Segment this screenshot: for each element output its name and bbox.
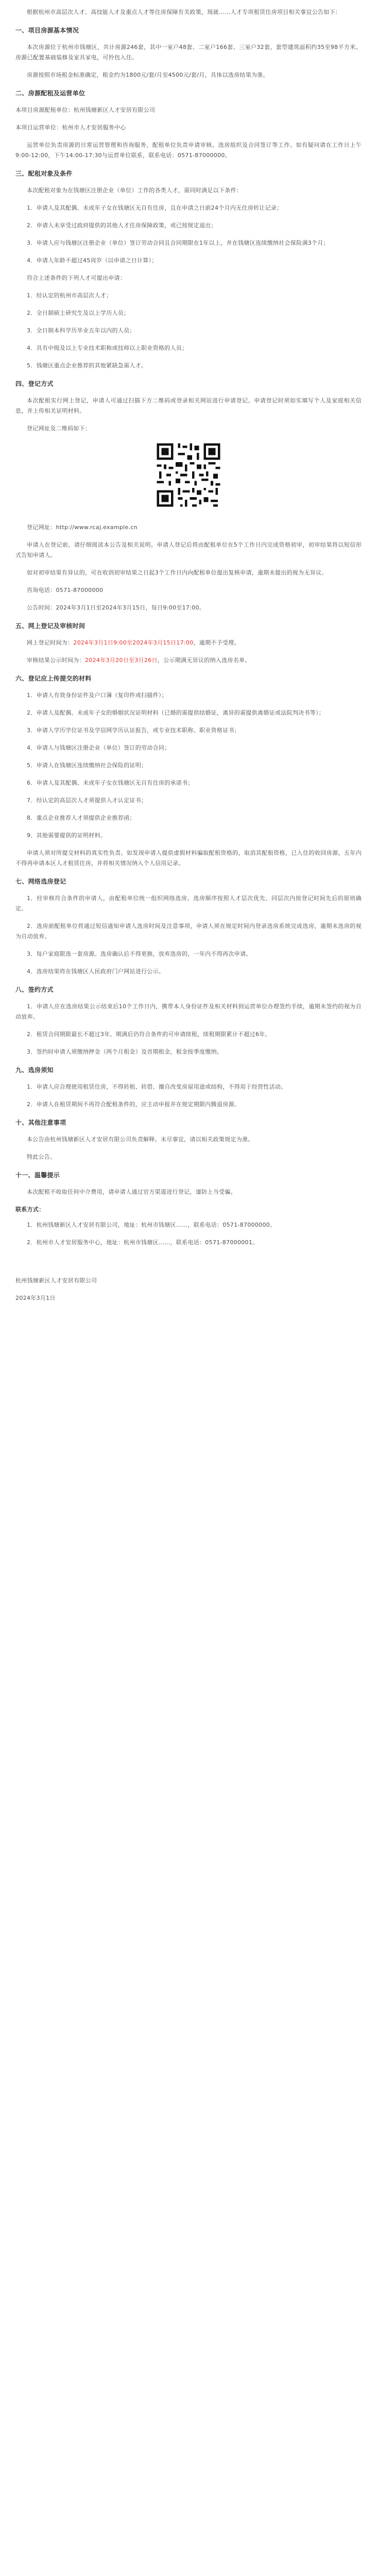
- s5-p2-suffix: ，公示期满无异议的纳入选房名单。: [157, 657, 251, 664]
- section-7-title: 七、网络选房登记: [15, 878, 66, 885]
- s6-item-9: 9．其他需要提供的证明材料。: [27, 832, 107, 839]
- s8-item-2: 2．租赁合同期限最长不超过3年，期满后仍符合条件的可申请续租，续租期限累计不超过6年。: [27, 1031, 271, 1038]
- s1-paragraph-1: 本次房源位于杭州市钱塘区，共计房源246套，其中一室户48套、二室户166套、三室户32套，套型建筑面积约35至98平方米。房源已配置基础装修及家具家电，可拎包入住。: [15, 44, 362, 61]
- section-8-title: 八、签约方式: [15, 986, 54, 993]
- s7-item-2: 2．选房前配租单位将通过短信通知申请人选房时间及注意事项，申请人须在规定时间内登录选房系统完成选房，逾期未选房的视为自动放弃。: [15, 923, 362, 940]
- s3-condition-4: 4．申请人年龄不超过45周岁（以申请之日计算）；: [27, 257, 158, 264]
- s9-item-2: 2．申请人在租赁期间不再符合配租条件的，应主动申报并在规定期限内腾退房源。: [27, 1101, 241, 1108]
- s4-paragraph-1: 本次配租实行网上登记，申请人可通过扫描下方二维码或登录相关网站进行申请登记。申请登记时须如实填写个人及家庭相关信息，并上传相关证明材料。: [15, 397, 362, 414]
- s3-category-3: 3．全日制本科学历毕业五年以内的人员；: [27, 327, 135, 334]
- s10-paragraph-1: 本公告由杭州钱塘新区人才安居有限公司负责解释。未尽事宜，请以相关政策规定为准。: [27, 1136, 254, 1143]
- intro-paragraph: 根据杭州市高层次人才、高技能人才及重点人才等住房保障有关政策，现就……人才专项租赁住房项目相关事宜公告如下：: [27, 9, 341, 15]
- s3-condition-1: 1．申请人及其配偶、未成年子女在钱塘区无自有住房，且在申请之日前24个月内无住房转让记录；: [27, 205, 283, 211]
- s6-item-1: 1．申请人有效身份证件及户口簿（复印件或扫描件）；: [27, 692, 167, 699]
- section-1-title: 一、项目房源基本情况: [15, 27, 79, 34]
- s6-item-2: 2．申请人及配偶、未成年子女的婚姻状况证明材料（已婚的需提供结婚证，离异的需提供离婚证或法院判决书等）；: [27, 709, 325, 716]
- s2-operator: 本项目运营单位：杭州市人才安居服务中心: [15, 124, 126, 131]
- section-4-title: 四、登记方式: [15, 380, 54, 387]
- s11-paragraph-1: 本次配租不收取任何中介费用，请申请人通过官方渠道进行登记，谨防上当受骗。: [27, 1189, 236, 1195]
- s4-paragraph-2: 登记网址及二维码如下：: [27, 425, 91, 432]
- s5-p1-highlight: 2024年3月1日9:00至2024年3月15日17:00: [73, 639, 194, 646]
- s7-item-4: 4．选房结果将在钱塘区人民政府门户网站进行公示。: [27, 968, 165, 975]
- section-3-title: 三、配租对象及条件: [15, 170, 73, 177]
- contact-item-2: 2．杭州市人才安居服务中心，地址：杭州市钱塘区……，联系电话：0571-87000001。: [27, 1239, 259, 1246]
- s4-paragraph-4: 申请人在登记前，请仔细阅读本公告及相关说明。申请人登记后将由配租单位在5个工作日内完成资格初审，初审结果将以短信形式告知申请人。: [15, 541, 362, 558]
- s5-publicity-time: [15, 655, 362, 666]
- s6-item-10: 申请人须对所提交材料的真实性负责。如发现申请人提供虚假材料骗取配租资格的，取消其配租资格，已入住的收回房源，五年内不得再申请本区人才租赁住房，并将相关情况纳入个人信用记录。: [15, 850, 362, 867]
- s3-category-2: 2．全日制硕士研究生及以上学历人员；: [27, 310, 130, 316]
- s5-p2-highlight: 2024年3月20日至3月26日: [85, 657, 158, 664]
- s4-date: 公告时间：2024年3月1日至2024年3月15日，每日9:00至17:00。: [27, 604, 205, 611]
- signature-org: 杭州钱塘新区人才安居有限公司: [15, 1277, 97, 1284]
- s3-category-1: 1．经认定的杭州市高层次人才；: [27, 292, 112, 299]
- section-9-title: 九、选房须知: [15, 1066, 54, 1074]
- s4-url: 登记网址：http://www.rcaj.example.cn: [27, 524, 138, 531]
- s3-category-4: 4．具有中级及以上专业技术职称或技师以上职业资格的人员；: [27, 345, 188, 351]
- s3-condition-2: 2．申请人未享受过政府提供的其他人才住房保障政策，或已按规定退出；: [27, 222, 217, 229]
- qr-code-image[interactable]: [155, 441, 222, 509]
- s8-item-3: 3．签约时申请人须缴纳押金（两个月租金）及首期租金，租金按季度缴纳。: [27, 1048, 223, 1055]
- s4-paragraph-5: 如对初审结果有异议的，可在收到初审结果之日起3个工作日内向配租单位提出复核申请，逾期未提出的视为无异议。: [27, 569, 328, 576]
- s6-item-5: 5．申请人在钱塘区连续缴纳社会保险的证明；: [27, 762, 147, 769]
- section-6-title: 六、登记应上传提交的材料: [15, 675, 92, 682]
- spacer: [15, 1255, 362, 1276]
- s6-item-8: 8．重点企业推荐人才须提供企业推荐函；: [27, 815, 135, 821]
- contacts-title: 联系方式：: [15, 1206, 45, 1213]
- s3-paragraph-0: 本次配租对象为在钱塘区注册企业（单位）工作的各类人才，需同时满足以下条件：: [27, 187, 243, 194]
- signature-date: 2024年3月1日: [15, 1295, 56, 1301]
- s10-paragraph-2: 特此公告。: [27, 1154, 56, 1160]
- s3-categories-intro: 符合上述条件的下列人才可提出申请：: [27, 275, 126, 281]
- s6-item-3: 3．申请人学历学位证书及学信网学历认证报告，或专业技术职称、职业资格证书；: [27, 727, 241, 734]
- s3-category-5: 5．钱塘区重点企业推荐的其他紧缺急需人才。: [27, 362, 147, 369]
- s4-phone: 咨询电话：0571-87000000: [27, 587, 104, 594]
- s8-item-1: 1．申请人应在选房结果公示结束后10个工作日内，携带本人身份证件及相关材料到运营单位办理签约手续，逾期未签约的视为自动放弃。: [15, 1003, 362, 1020]
- qr-code-block[interactable]: [152, 441, 225, 509]
- section-11-title: 十一、温馨提示: [15, 1172, 60, 1179]
- s7-item-3: 3．每户家庭限选一套房源。选房确认后不得更换，放弃选房的，一年内不得再次申请。: [27, 951, 252, 957]
- section-5-title: 五、网上登记及审核时间: [15, 622, 85, 630]
- s6-item-6: 6．申请人及其配偶、未成年子女在钱塘区无自有住房的承诺书；: [27, 779, 194, 786]
- s3-condition-3: 3．申请人应与钱塘区注册企业（单位）签订劳动合同且合同期限在1年以上，并在钱塘区连续缴纳社会保险满3个月；: [27, 240, 329, 246]
- s5-registration-time: [15, 638, 362, 648]
- s5-p1-suffix: ，逾期不予受理。: [193, 639, 240, 646]
- section-2-title: 二、房源配租及运营单位: [15, 90, 85, 97]
- s2-owner: 本项目房源配租单位：杭州钱塘新区人才安居有限公司: [15, 107, 156, 113]
- s2-paragraph-1: 运营单位负责房源的日常运营管理和咨询服务，配租单位负责申请审核、选房组织及合同签订等工作。如有疑问请在工作日上午9:00-12:00，下午14:00-17:30与运营单位联系，联系电话：0571-87000000。: [15, 142, 362, 159]
- s5-p2-prefix: 审核结果公示时间为：: [27, 657, 85, 664]
- s6-item-4: 4．申请人与钱塘区注册企业（单位）签订的劳动合同；: [27, 744, 170, 751]
- section-10-title: 十、其他注意事项: [15, 1119, 66, 1126]
- contact-item-1: 1．杭州钱塘新区人才安居有限公司，地址：杭州市钱塘区……，联系电话：0571-87000000。: [27, 1222, 276, 1228]
- s6-item-7: 7．经认定的高层次人才须提供人才认定证书；: [27, 797, 147, 804]
- s7-item-1: 1．经审核符合条件的申请人，由配租单位统一组织网络选房。选房顺序按照人才层次优先、同层次内按登记时间先后的原则确定。: [15, 895, 362, 912]
- s9-item-1: 1．申请人应合理使用租赁住房，不得转租、转借、擅自改变房屋用途或结构，不得用于经营性活动。: [27, 1083, 287, 1090]
- s1-paragraph-2: 房源按照市场租金标准确定，租金约为1800元/套/月至4500元/套/月，具体以选房结果为准。: [27, 72, 269, 78]
- s5-p1-prefix: 网上登记时间为：: [27, 639, 74, 646]
